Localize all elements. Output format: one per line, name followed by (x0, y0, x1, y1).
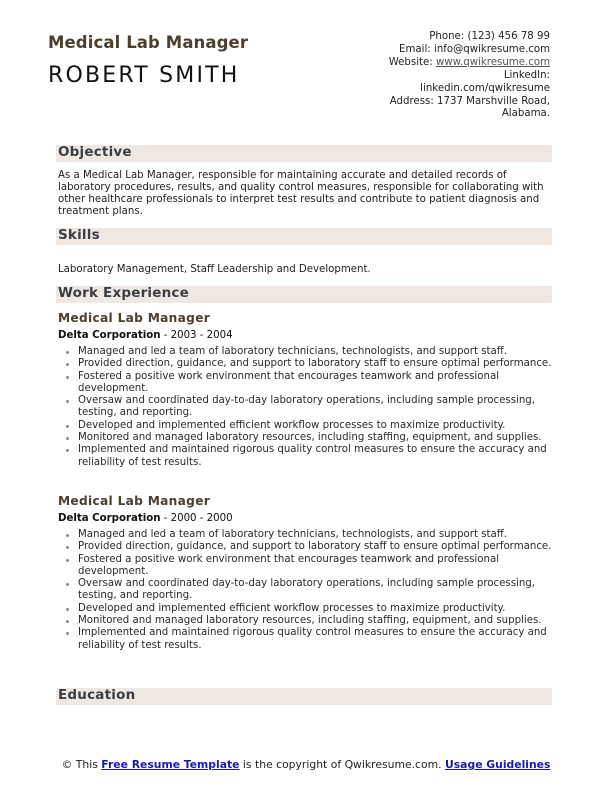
section-title-objective: Objective (58, 144, 132, 160)
section-header-work-experience (56, 286, 552, 303)
website-link[interactable]: www.qwikresume.com (435, 56, 550, 68)
section-title-education: Education (58, 687, 136, 703)
bullet-item: Managed and led a team of laboratory technicians, technologists, and support staff. (78, 346, 558, 358)
bullet-item: Implemented and maintained rigorous quality control measures to ensure the accuracy and reliability of test results. (78, 444, 558, 469)
bullet-item: Monitored and managed laboratory resources, including staffing, equipment, and supplies. (78, 432, 558, 444)
contact-phone (320, 31, 550, 44)
copyright-footer (56, 758, 556, 771)
address-line1: 1737 Marshville Road, (437, 95, 550, 107)
bullet-item: Developed and implemented efficient workflow processes to maximize productivity. (78, 603, 558, 615)
contact-email (320, 44, 550, 57)
email-label: Email: (399, 43, 431, 55)
contact-address-line2: Alabama. (501, 108, 550, 120)
job-dates: - 2000 - 2000 (160, 513, 233, 524)
bullet-item: Developed and implemented efficient workflow processes to maximize productivity. (78, 420, 558, 432)
job-title: Medical Lab Manager (58, 311, 211, 325)
footer-prefix: © This (61, 758, 102, 771)
job-company-dates (58, 330, 233, 341)
objective-text: As a Medical Lab Manager, responsible for maintaining accurate and detailed records of laboratory procedures, results, and quality control measures, responsible for collaborating with other healthcare professionals to interpret test results and contribute to patient diagnosis and treatment plans. (58, 170, 544, 217)
section-title-skills: Skills (58, 227, 100, 243)
bullet-item: Monitored and managed laboratory resources, including staffing, equipment, and supplies. (78, 615, 558, 627)
job-bullets (78, 346, 558, 469)
contact-address (320, 96, 550, 109)
job-company-dates (58, 513, 233, 524)
phone-value: (123) 456 78 99 (467, 31, 550, 42)
bullet-item: Fostered a positive work environment that encourages teamwork and professional development. (78, 554, 558, 579)
address-label: Address: (389, 95, 434, 107)
free-resume-template-link[interactable]: Free Resume Template (101, 758, 240, 771)
skills-text: Laboratory Management, Staff Leadership and Development. (58, 264, 371, 275)
phone-label: Phone: (429, 31, 465, 42)
bullet-item: Oversaw and coordinated day-to-day laboratory operations, including sample processing, testing, and reporting. (78, 578, 558, 603)
bullet-item: Managed and led a team of laboratory technicians, technologists, and support staff. (78, 529, 558, 541)
bullet-item: Provided direction, guidance, and support to laboratory staff to ensure optimal performance. (78, 541, 558, 553)
header-job-title: Medical Lab Manager (48, 33, 249, 52)
bullet-item: Fostered a positive work environment that encourages teamwork and professional development. (78, 371, 558, 396)
job-dates: - 2003 - 2004 (160, 330, 233, 341)
website-label: Website: (388, 56, 433, 68)
contact-linkedin-label: LinkedIn: (503, 69, 550, 81)
contact-linkedin-value: linkedin.com/qwikresume (420, 82, 550, 94)
bullet-item: Provided direction, guidance, and support to laboratory staff to ensure optimal performance. (78, 358, 558, 370)
section-header-objective (56, 145, 552, 162)
company-name: Delta Corporation (58, 513, 161, 524)
candidate-name: ROBERT SMITH (48, 63, 240, 88)
bullet-item: Implemented and maintained rigorous quality control measures to ensure the accuracy and reliability of test results. (78, 627, 558, 652)
section-header-education (56, 688, 552, 705)
contact-block (320, 31, 550, 121)
section-title-work-experience: Work Experience (58, 285, 189, 301)
email-value: info@qwikresume.com (433, 43, 550, 55)
section-header-skills (56, 228, 552, 245)
contact-website (320, 57, 550, 70)
job-bullets (78, 529, 558, 652)
bullet-item: Oversaw and coordinated day-to-day laboratory operations, including sample processing, testing, and reporting. (78, 395, 558, 420)
job-title: Medical Lab Manager (58, 494, 211, 508)
usage-guidelines-link[interactable]: Usage Guidelines (444, 758, 551, 771)
footer-middle: is the copyright of Qwikresume.com. (239, 758, 445, 771)
company-name: Delta Corporation (58, 330, 161, 341)
